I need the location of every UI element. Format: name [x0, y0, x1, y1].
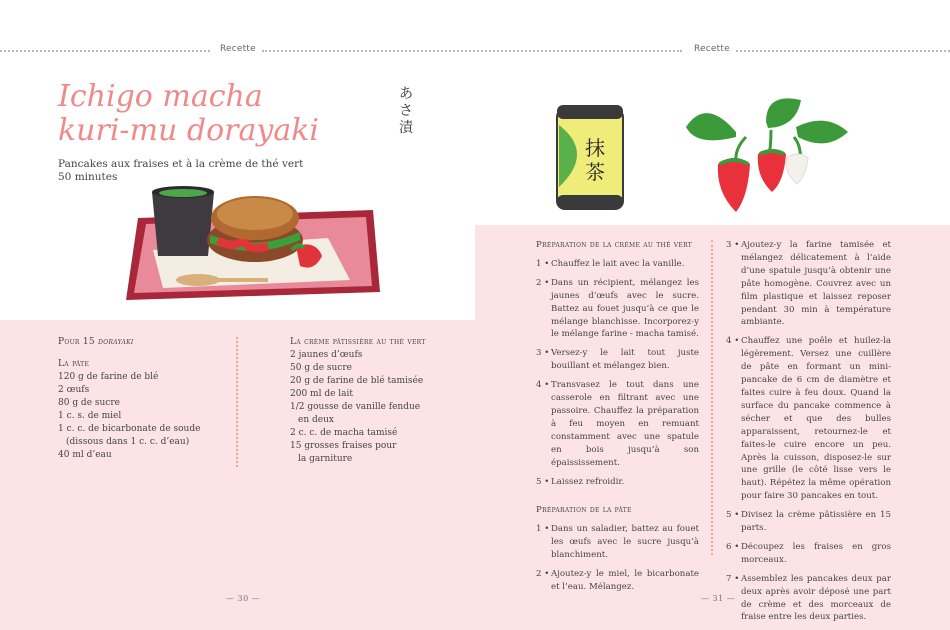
ingredient-item: en deux — [298, 415, 334, 425]
ingredient-item: (dissous dans 1 c. c. d’eau) — [66, 437, 190, 447]
ingredient-item: 40 ml d’eau — [58, 450, 112, 460]
preparation-column-2 — [726, 239, 891, 630]
step-text: Chauffez le lait avec la vanille. — [551, 258, 685, 269]
step — [536, 277, 699, 342]
step-text: Dans un récipient, mélangez les jaunes d’œufs avec le sucre. Battez au fouet jusqu’à ce que le mélange blanchisse. Incorporez-y le mélange farine - macha tamisé. — [551, 277, 699, 340]
page-number-right: — 31 — — [701, 594, 736, 603]
ingredient-item: la garniture — [298, 454, 353, 464]
step-text: Dans un saladier, battez au fouet les œufs avec le sucre jusqu’à blanchiment. — [551, 524, 699, 561]
ingredients-pate-column — [58, 336, 228, 462]
tin-label-char-1: 抹 — [585, 136, 605, 160]
step-text: Divisez la crème pâtissière en 15 parts. — [741, 510, 891, 534]
step-number: 4 • — [726, 336, 740, 347]
pate-prep-heading: Préparation de la pâte — [536, 505, 632, 516]
ingredient-item: 1 c. s. de miel — [58, 411, 122, 421]
step-number: 5 • — [536, 476, 550, 487]
ingredient-item: 2 c. c. de macha tamisé — [290, 428, 398, 438]
strawberry-plant-illustration — [676, 92, 856, 217]
servings-item: dorayaki — [98, 337, 134, 347]
step — [536, 379, 699, 469]
step — [536, 568, 699, 594]
ingredient-item: 50 g de sucre — [290, 363, 352, 373]
ingredient-item: 200 ml de lait — [290, 389, 353, 399]
step-text: Chauffez une poêle et huilez-la légèrement. Versez une cuillère de pâte en formant un mini-pancake de 6 cm de diamètre et faites cuire à feu doux. Quand la surface du pancake commence à sécher et que des bulles apparaissent, retournez-le et faites-le cuire encore un peu. Après la cuisson, disposez-le sur une grille (le côté lisse vers le haut). Répétez la même opération pour faire 30 pancakes en tout. — [741, 336, 891, 502]
step — [726, 509, 891, 535]
step — [536, 523, 699, 562]
creme-heading: La crème pâtissière au thé vert — [290, 337, 426, 347]
ingredient-item: 2 œufs — [58, 385, 90, 395]
step-text: Laissez refroidir. — [551, 476, 625, 487]
dorayaki-tray-illustration — [118, 180, 383, 305]
ingredient-item: 15 grosses fraises pour — [290, 441, 397, 451]
step-number: 5 • — [726, 510, 740, 521]
matcha-tin-illustration — [555, 103, 625, 213]
step-number: 3 • — [726, 240, 740, 250]
step — [536, 258, 699, 271]
step — [536, 476, 699, 489]
ingredient-item: 1/2 gousse de vanille fendue — [290, 402, 421, 412]
step — [726, 573, 891, 625]
header-rule-left-a — [0, 50, 210, 52]
ingredients-creme-column — [290, 336, 470, 466]
column-divider-left — [236, 337, 238, 467]
header-rule-right — [736, 50, 950, 52]
creme-prep-heading: Préparation de la crème au thé vert — [536, 240, 693, 250]
japanese-char-1: あ — [399, 86, 413, 102]
pate-heading: La pâte — [58, 359, 90, 369]
section-label-left: Recette — [220, 44, 256, 54]
step-text: Versez-y le lait tout juste bouillant et mélangez bien. — [551, 348, 699, 372]
step-number: 6 • — [726, 541, 740, 552]
ingredient-item: 1 c. c. de bicarbonate de soude — [58, 424, 201, 434]
step-number: 1 • — [536, 258, 550, 269]
step-number: 2 • — [536, 277, 550, 288]
ingredient-item: 80 g de sucre — [58, 398, 120, 408]
step — [726, 335, 891, 503]
step-number: 4 • — [536, 380, 550, 391]
ingredient-item: 20 g de farine de blé tamisée — [290, 376, 424, 386]
step-number: 1 • — [536, 524, 550, 535]
tin-label-char-2: 茶 — [585, 160, 605, 184]
step — [726, 541, 891, 567]
step-text: Découpez les fraises en gros morceaux. — [741, 541, 891, 565]
step — [536, 347, 699, 373]
recipe-title — [58, 80, 368, 148]
servings-line — [58, 336, 228, 349]
servings-prefix: Pour 15 — [58, 337, 95, 347]
step-text: Transvasez le tout dans une casserole en filtrant avec une passoire. Chauffez la préparation à feu moyen en remuant constamment avec une spatule en bois jusqu’à son épaississement. — [551, 380, 699, 468]
subtitle-text: Pancakes aux fraises et à la crème de thé vert — [58, 158, 304, 170]
step-text: Assemblez les pancakes deux par deux après avoir déposé une part de crème et des morceaux de fraise entre les deux parties. — [741, 573, 891, 623]
preparation-column-1 — [536, 239, 699, 600]
column-divider-right — [711, 240, 713, 555]
japanese-char-2: さ — [399, 103, 413, 119]
step-number: 3 • — [536, 348, 550, 359]
step — [726, 239, 891, 329]
ingredient-item: 2 jaunes d’œufs — [290, 350, 363, 360]
ingredient-item: 120 g de farine de blé — [58, 372, 159, 382]
section-label-right: Recette — [694, 44, 730, 54]
duration-text: 50 minutes — [58, 171, 118, 183]
step-number: 2 • — [536, 569, 550, 580]
japanese-char-3: 漬 — [399, 120, 413, 136]
page-number-left: — 30 — — [226, 594, 261, 603]
recipe-title-line1: Ichigo macha — [58, 79, 263, 114]
step-text: Ajoutez-y le miel, le bicarbonate et l’eau. Mélangez. — [551, 569, 699, 592]
header-rule-left-b — [262, 50, 682, 52]
step-text: Ajoutez-y la farine tamisée et mélangez délicatement à l’aide d’une spatule jusqu’à obtenir une pâte homogène. Couvrez avec un film plastique et laissez reposer pendant 30 min à température ambiante. — [741, 240, 891, 328]
recipe-title-line2: kuri-mu dorayaki — [58, 113, 319, 148]
japanese-title — [397, 86, 415, 137]
step-number: 7 • — [726, 573, 740, 584]
